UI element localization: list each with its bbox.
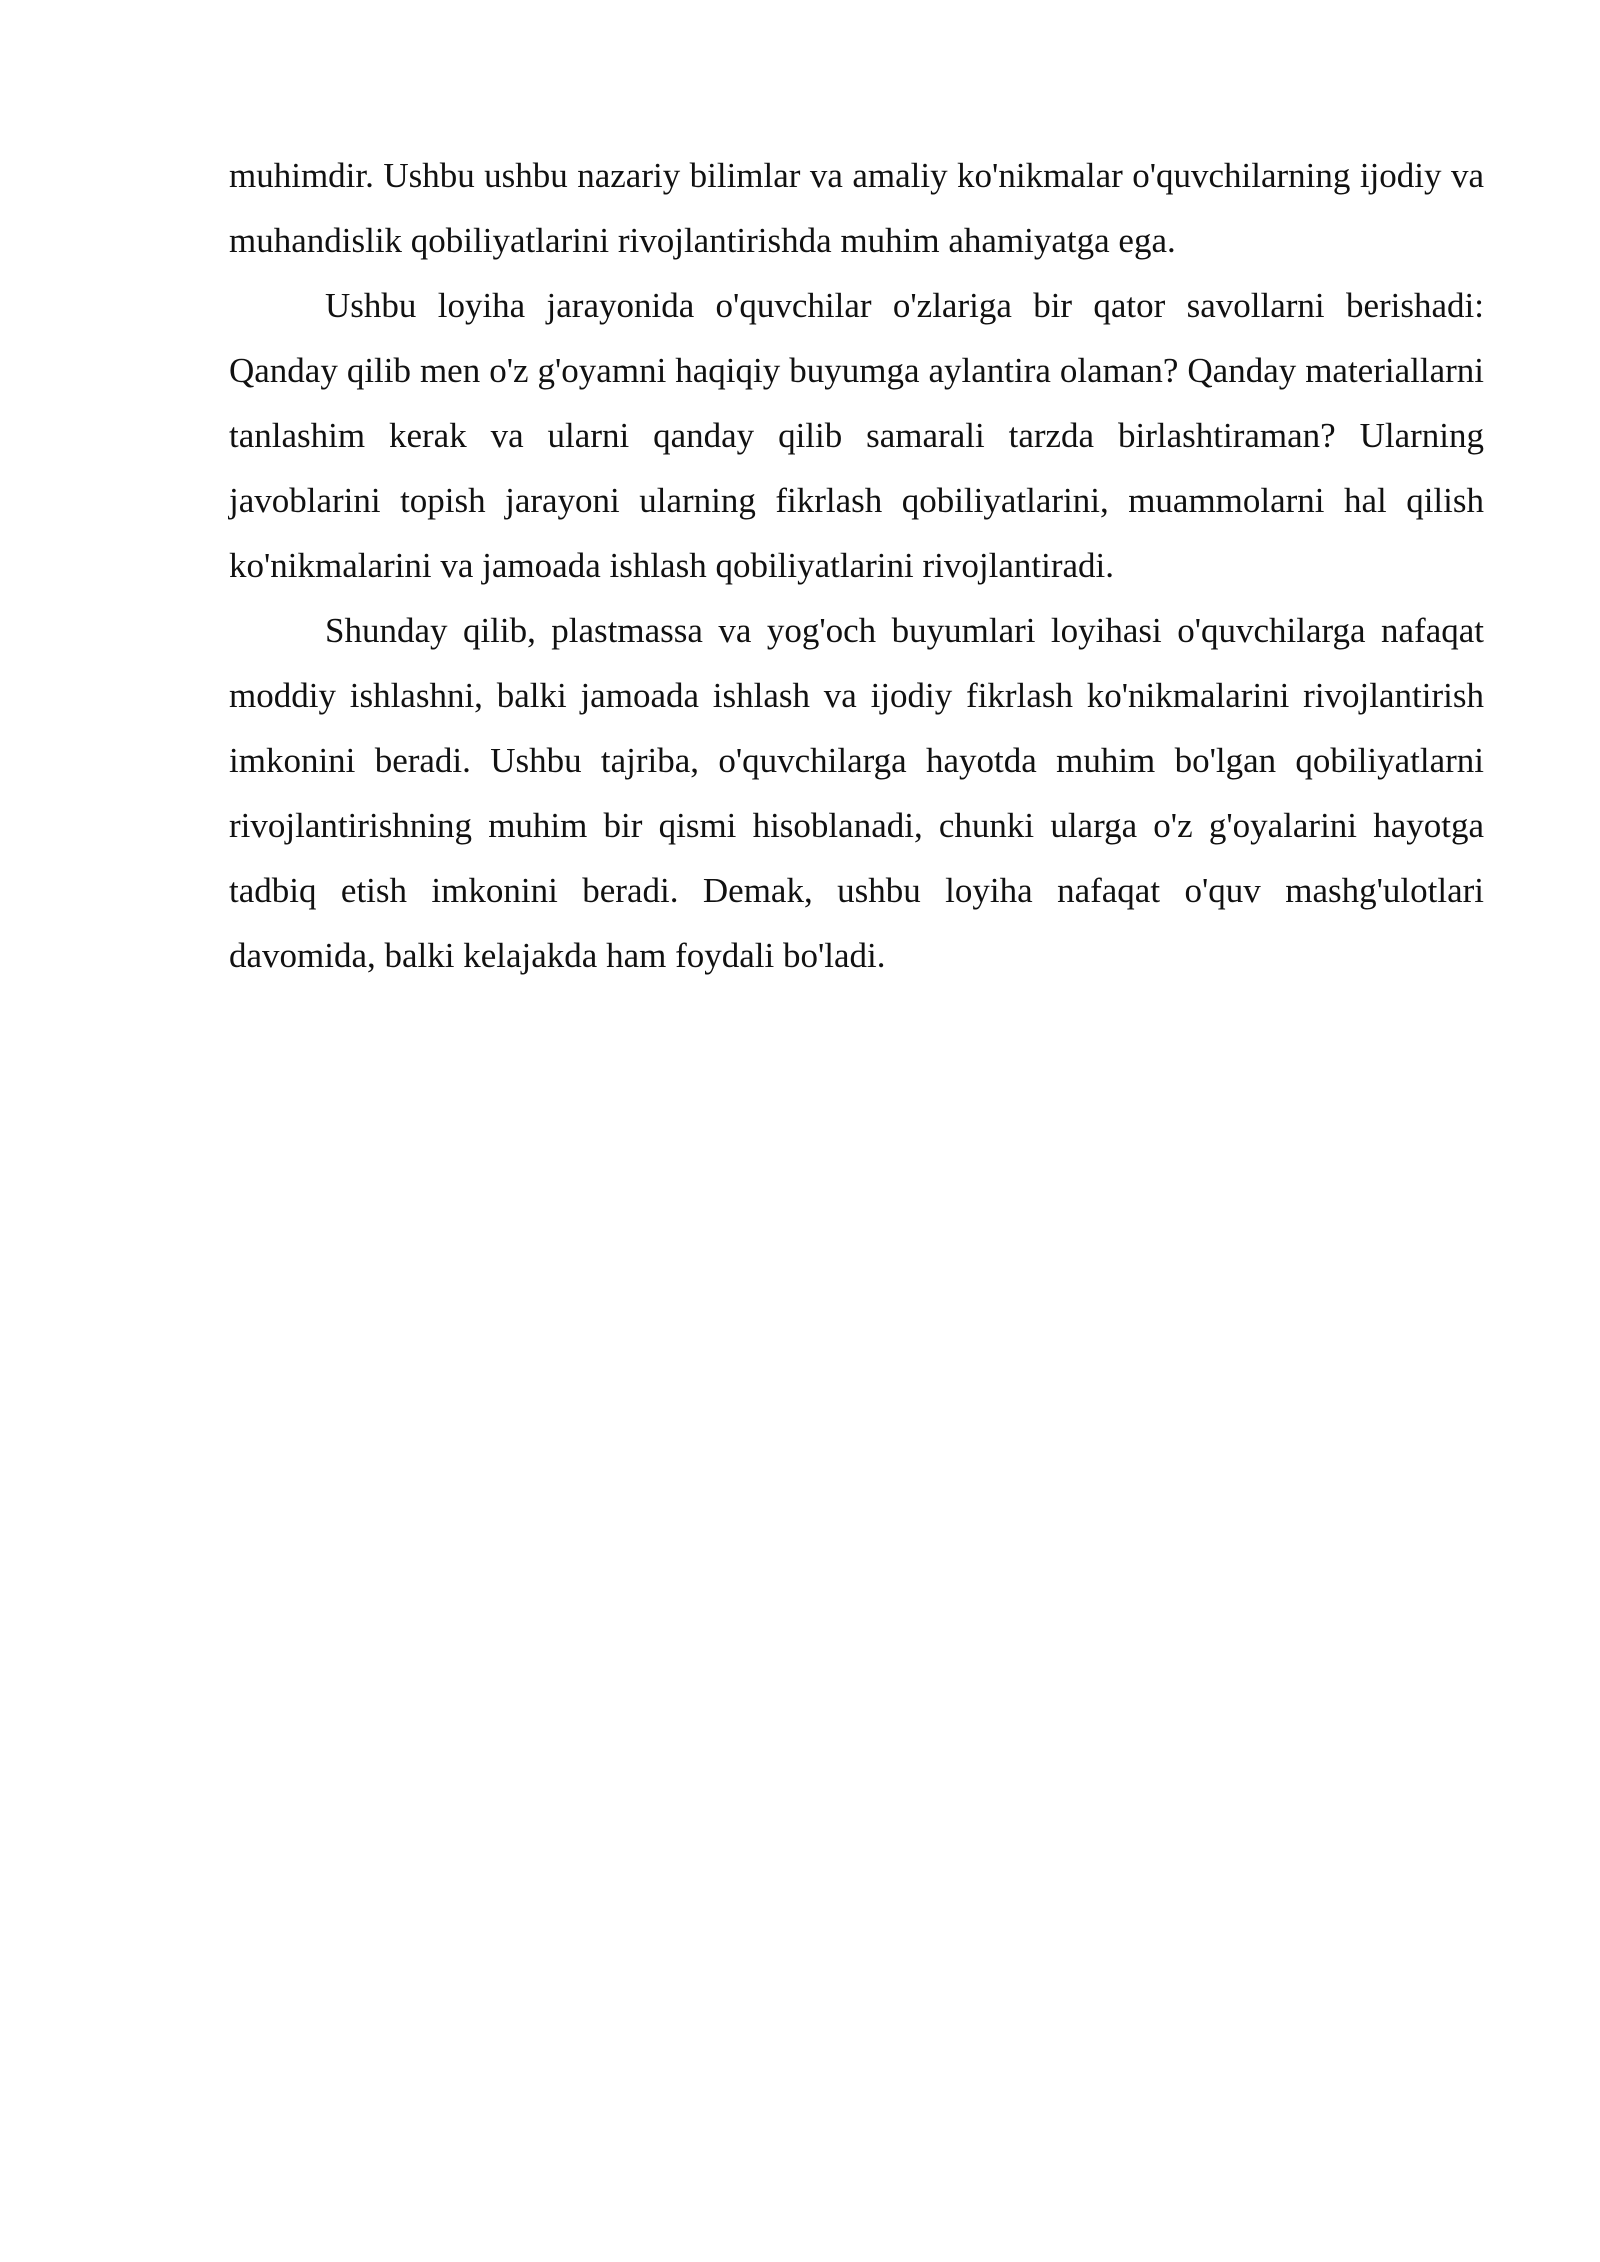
paragraph-questions: Ushbu loyiha jarayonida o'quvchilar o'zlariga bir qator savollarni berishadi: Qanday qilib men o'z g'oyamni haqiqiy buyumga aylantira olaman? Qanday materiallarni tanlashim kerak va ularni qanday qilib samarali tarzda birlashtiraman? Ularning javoblarini topish jarayoni ularning fikrlash qobiliyatlarini, muammolarni hal qilish ko'nikmalarini va jamoada ishlash qobiliyatlarini rivojlantiradi.: [229, 286, 1484, 585]
paragraph-continuation: muhimdir. Ushbu ushbu nazariy bilimlar va amaliy ko'nikmalar o'quvchilarning ijodiy va muhandislik qobiliyatlarini rivojlantirishda muhim ahamiyatga ega.: [229, 156, 1484, 260]
body-text: [229, 143, 1484, 988]
paragraph-conclusion: Shunday qilib, plastmassa va yog'och buyumlari loyihasi o'quvchilarga nafaqat moddiy ishlashni, balki jamoada ishlash va ijodiy fikrlash ko'nikmalarini rivojlantirish imkonini beradi. Ushbu tajriba, o'quvchilarga hayotda muhim bo'lgan qobiliyatlarni rivojlantirishning muhim bir qismi hisoblanadi, chunki ularga o'z g'oyalarini hayotga tadbiq etish imkonini beradi. Demak, ushbu loyiha nafaqat o'quv mashg'ulotlari davomida, balki kelajakda ham foydali bo'ladi.: [229, 611, 1484, 975]
